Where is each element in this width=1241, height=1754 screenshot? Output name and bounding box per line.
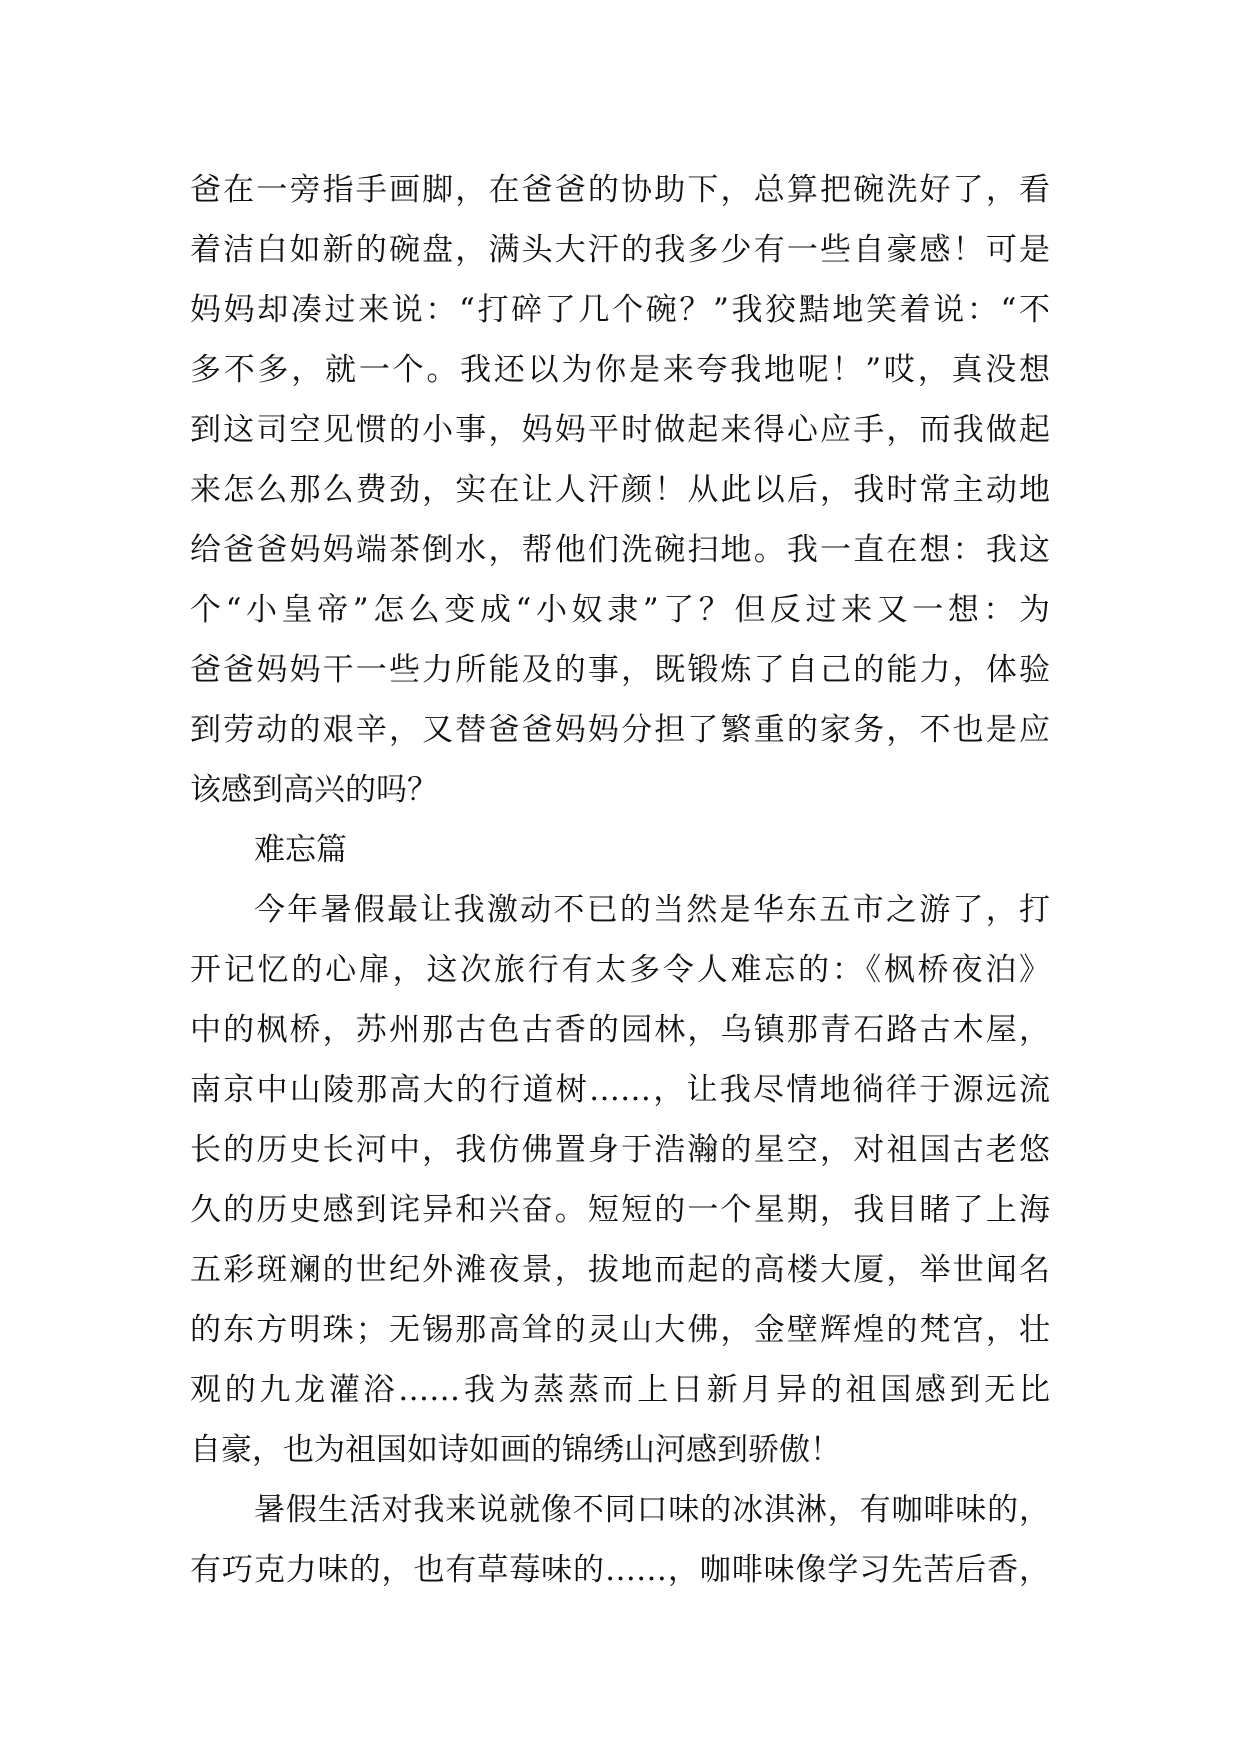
paragraph-line: 到劳动的艰辛，又替爸爸妈妈分担了繁重的家务，不也是应 xyxy=(190,712,1050,748)
paragraph-line: 自豪，也为祖国如诗如画的锦绣山河感到骄傲！ xyxy=(190,1432,841,1468)
paragraph-line: 开记忆的心扉，这次旅行有太多令人难忘的：《枫桥夜泊》 xyxy=(190,952,1050,988)
paragraph-line: 爸爸妈妈干一些力所能及的事，既锻炼了自己的能力，体验 xyxy=(190,652,1050,688)
paragraph-line: 该感到高兴的吗？ xyxy=(190,772,438,808)
paragraph-line: 久的历史感到诧异和兴奋。短短的一个星期，我目睹了上海 xyxy=(190,1192,1050,1228)
paragraph-line: 到这司空见惯的小事，妈妈平时做起来得心应手，而我做起 xyxy=(190,412,1050,448)
paragraph-line: 有巧克力味的，也有草莓味的……，咖啡味像学习先苦后香， xyxy=(190,1552,1050,1588)
paragraph-line: 南京中山陵那高大的行道树……，让我尽情地徜徉于源远流 xyxy=(190,1072,1050,1108)
paragraph-line: 五彩斑斓的世纪外滩夜景，拔地而起的高楼大厦，举世闻名 xyxy=(190,1252,1050,1288)
paragraph-line: 的东方明珠；无锡那高耸的灵山大佛，金壁辉煌的梵宫，壮 xyxy=(190,1312,1050,1348)
paragraph-line: 爸在一旁指手画脚，在爸爸的协助下，总算把碗洗好了，看 xyxy=(190,172,1050,208)
paragraph-line: 长的历史长河中，我仿佛置身于浩瀚的星空，对祖国古老悠 xyxy=(190,1132,1050,1168)
paragraph-line: 观的九龙灌浴……我为蒸蒸而上日新月异的祖国感到无比 xyxy=(190,1372,1050,1408)
paragraph-line: 个“小皇帝”怎么变成“小奴隶”了？但反过来又一想：为 xyxy=(190,592,1050,628)
section-heading: 难忘篇 xyxy=(254,832,347,868)
paragraph-line: 今年暑假最让我激动不已的当然是华东五市之游了，打 xyxy=(254,892,1050,928)
paragraph-line: 妈妈却凑过来说：“打碎了几个碗？”我狡黠地笑着说：“不 xyxy=(190,292,1050,328)
paragraph-line: 多不多，就一个。我还以为你是来夸我地呢！”哎，真没想 xyxy=(190,352,1050,388)
paragraph-line: 给爸爸妈妈端茶倒水，帮他们洗碗扫地。我一直在想：我这 xyxy=(190,532,1050,568)
paragraph-line: 暑假生活对我来说就像不同口味的冰淇淋，有咖啡味的， xyxy=(254,1492,1050,1528)
paragraph-line: 来怎么那么费劲，实在让人汗颜！从此以后，我时常主动地 xyxy=(190,472,1050,508)
paragraph-line: 中的枫桥，苏州那古色古香的园林，乌镇那青石路古木屋， xyxy=(190,1012,1050,1048)
paragraph-line: 着洁白如新的碗盘，满头大汗的我多少有一些自豪感！可是 xyxy=(190,232,1050,268)
document-body xyxy=(190,160,1050,1600)
